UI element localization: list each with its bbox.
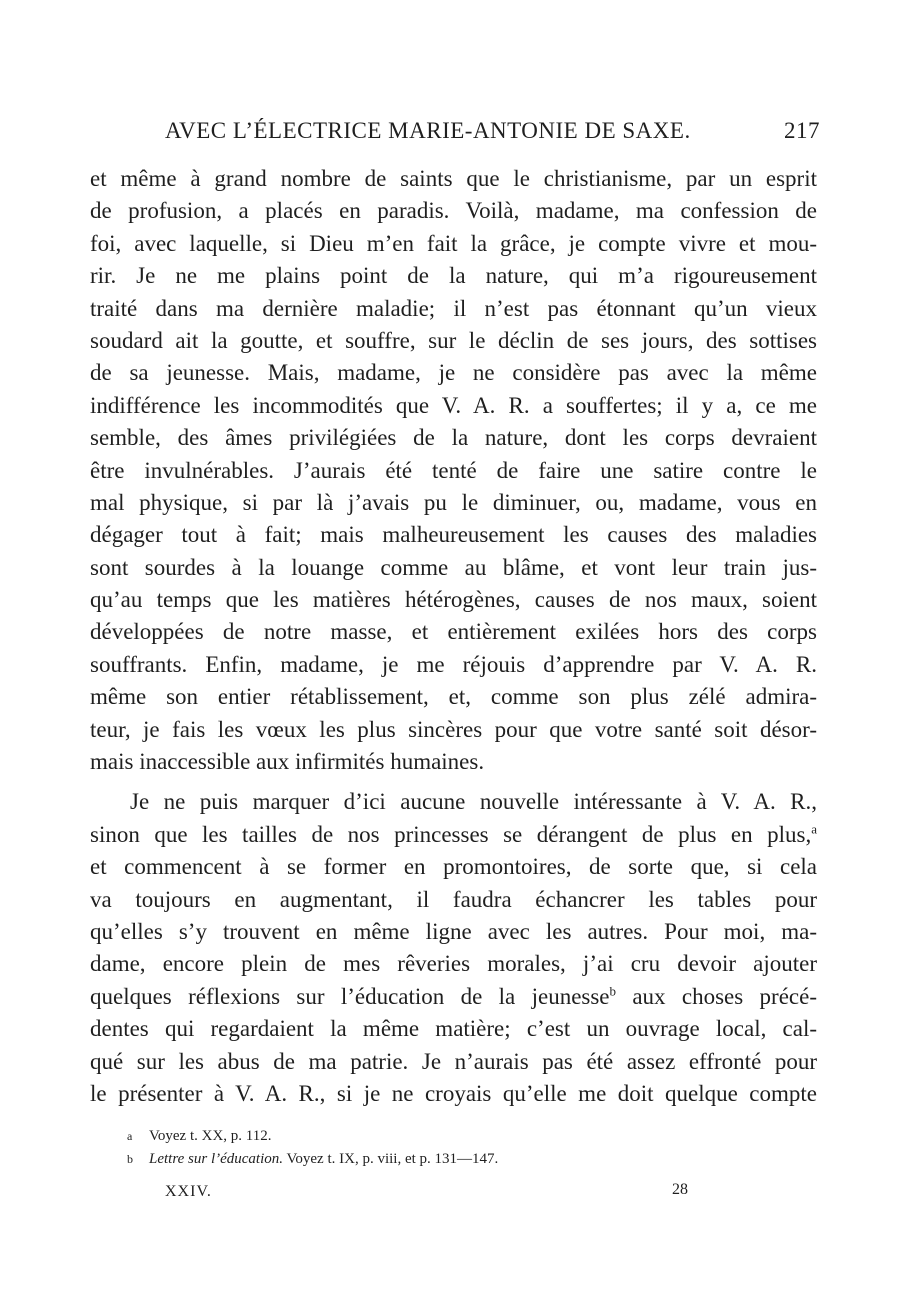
footnote-ref-b[interactable]: b	[609, 983, 617, 999]
text-line: Je ne puis marquer d’ici aucune nouvelle intéressante à V. A. R.,	[130, 789, 817, 815]
page-number: 217	[784, 118, 820, 143]
text-line: et commencent à se former en promontoires, de sorte que, si cela	[90, 854, 817, 880]
footnote-text: Voyez t. IX, p. viii, et p. 131—147.	[283, 1151, 499, 1167]
sheet-signature: 28	[672, 1181, 688, 1198]
volume-signature: XXIV.	[165, 1183, 212, 1200]
footnotes	[127, 1125, 727, 1171]
footnote-a	[127, 1125, 727, 1148]
text-line: mal physique, si par là j’avais pu le diminuer, ou, madame, vous en	[90, 489, 817, 515]
text-line: de profusion, a placés en paradis. Voilà, madame, ma confession de	[90, 198, 817, 224]
text-line: le présenter à V. A. R., si je ne croyais qu’elle me doit quelque compte	[90, 1080, 817, 1106]
text-line: va toujours en augmentant, il faudra échancrer les tables pour	[90, 886, 817, 912]
text-line: indifférence les incommodités que V. A. R. a souffertes; il y a, ce me	[90, 392, 817, 418]
body-text	[90, 163, 817, 1110]
text-line-content: sinon que les tailles de nos princesses se dérangent de plus en plus,	[90, 821, 812, 847]
running-head-title: AVEC L’ÉLECTRICE MARIE-ANTONIE DE SAXE.	[165, 118, 691, 143]
text-line: qu’au temps que les matières hétérogènes, causes de nos maux, soient	[90, 587, 817, 613]
text-line	[90, 981, 817, 1013]
footnote-ref-a[interactable]: a	[811, 821, 817, 837]
text-line	[90, 819, 817, 851]
text-line: sont sourdes à la louange comme au blâme, et vont leur train jus-	[90, 554, 817, 580]
text-line: soudard ait la goutte, et souffre, sur le déclin de ses jours, des sottises	[90, 327, 817, 353]
text-line: qué sur les abus de ma patrie. Je n’aurais pas été assez effronté pour	[90, 1048, 817, 1074]
text-line: de sa jeunesse. Mais, madame, je ne considère pas avec la même	[90, 360, 817, 386]
footnote-mark: b	[127, 1152, 133, 1166]
text-line: être invulnérables. J’aurais été tenté de faire une satire contre le	[90, 457, 817, 483]
text-line: dégager tout à fait; mais malheureusement les causes des maladies	[90, 522, 817, 548]
footnote-text: Voyez t. XX, p. 112.	[149, 1128, 272, 1144]
text-line: qu’elles s’y trouvent en même ligne avec les autres. Pour moi, ma-	[90, 918, 817, 944]
text-line: mais inaccessible aux infirmités humaines.	[90, 749, 485, 775]
text-line: même son entier rétablissement, et, comme son plus zélé admira-	[90, 684, 817, 710]
footnote-mark: a	[127, 1129, 133, 1143]
text-line: dame, encore plein de mes rêveries morales, j’ai cru devoir ajouter	[90, 951, 817, 977]
paragraph-gap	[90, 778, 817, 786]
text-line: traité dans ma dernière maladie; il n’est pas étonnant qu’un vieux	[90, 295, 817, 321]
footnote-b	[127, 1148, 727, 1171]
footnote-title: Lettre sur l’éducation.	[149, 1151, 284, 1167]
text-line: foi, avec laquelle, si Dieu m’en fait la grâce, je compte vivre et mou-	[90, 230, 817, 256]
text-line: teur, je fais les vœux les plus sincères pour que votre santé soit désor-	[90, 716, 817, 742]
text-line: et même à grand nombre de saints que le christianisme, par un esprit	[90, 166, 817, 191]
text-line: souffrants. Enfin, madame, je me réjouis d’apprendre par V. A. R.	[90, 651, 817, 677]
text-line-content: quelques réflexions sur l’éducation de la jeunesse	[90, 983, 610, 1009]
text-line-continuation: aux choses précé-	[616, 983, 817, 1009]
running-head	[165, 118, 820, 152]
text-line: développées de notre masse, et entièrement exilées hors des corps	[90, 619, 817, 645]
text-line: dentes qui regardaient la même matière; c’est un ouvrage local, cal-	[90, 1016, 817, 1042]
text-line: semble, des âmes privilégiées de la nature, dont les corps devraient	[90, 425, 817, 451]
text-line: rir. Je ne me plains point de la nature, qui m’a rigoureusement	[90, 263, 817, 289]
